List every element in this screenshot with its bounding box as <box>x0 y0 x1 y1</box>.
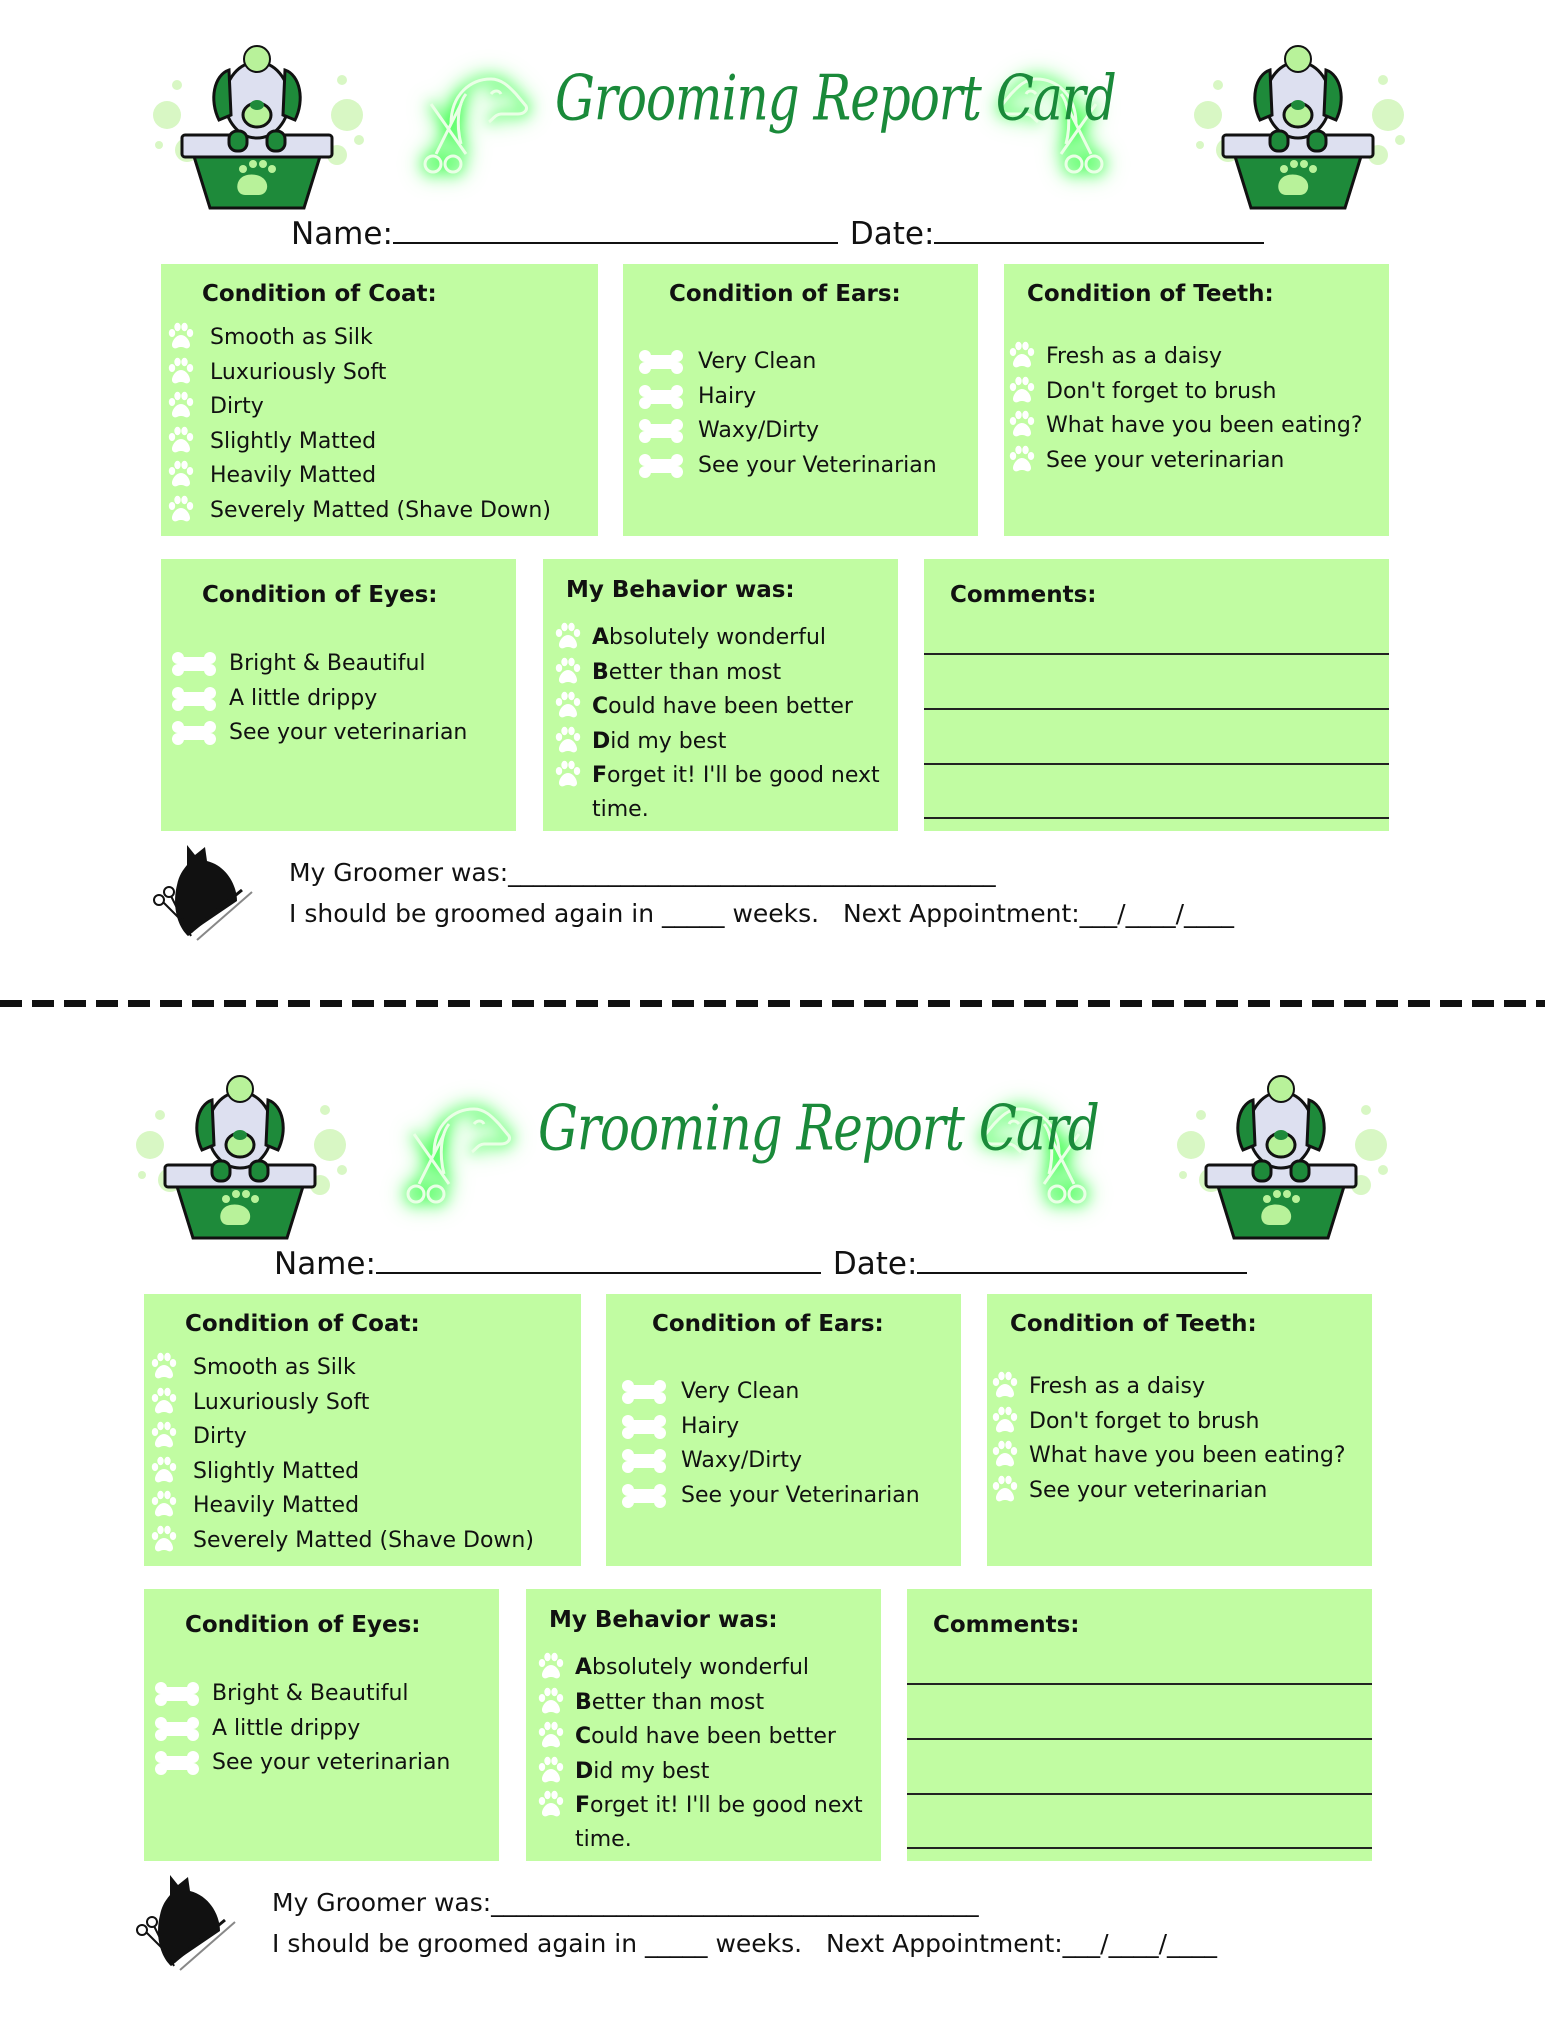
option-label: A little drippy <box>212 1715 361 1741</box>
date-label: Date: <box>849 216 935 252</box>
option-label: Luxuriously Soft <box>193 1389 370 1415</box>
ears-heading: Condition of Ears: <box>652 1311 884 1337</box>
option-initial: D <box>592 728 611 754</box>
option-label: Slightly Matted <box>193 1458 360 1484</box>
comment-line-field[interactable] <box>924 708 1389 710</box>
teeth-section <box>987 1294 1372 1566</box>
comments-section <box>907 1589 1372 1861</box>
option-initial: A <box>592 625 610 650</box>
paw-icon[interactable] <box>990 1370 1020 1408</box>
paw-icon[interactable] <box>166 425 196 463</box>
comments-section <box>924 559 1389 831</box>
bone-icon[interactable] <box>621 1378 667 1414</box>
paw-icon[interactable] <box>536 1789 566 1827</box>
option-label: Bright & Beautiful <box>229 651 426 676</box>
dog-tub-logo-icon <box>1188 45 1411 215</box>
teeth-heading: Condition of Teeth: <box>1010 1311 1257 1337</box>
paw-icon[interactable] <box>990 1439 1020 1477</box>
paw-icon[interactable] <box>149 1386 179 1424</box>
option-label: Severely Matted (Shave Down) <box>193 1527 534 1553</box>
option-label: See your Veterinarian <box>698 452 937 478</box>
card-title: Grooming Report Card <box>538 1092 1099 1165</box>
option-label: Hairy <box>698 383 757 409</box>
option-label: What have you been eating? <box>1046 413 1363 438</box>
option-label <box>575 1689 764 1717</box>
option-label: A little drippy <box>229 685 378 711</box>
report-card <box>0 0 1545 1000</box>
ears-section <box>606 1294 961 1566</box>
option-initial: F <box>592 763 608 788</box>
behavior-heading: My Behavior was: <box>549 1607 778 1633</box>
option-label <box>592 624 826 652</box>
paw-icon[interactable] <box>166 356 196 394</box>
option-label: Dirty <box>193 1424 247 1449</box>
paw-icon[interactable] <box>536 1720 566 1758</box>
paw-icon[interactable] <box>553 656 583 694</box>
neon-dog-scissors-icon <box>421 64 531 183</box>
bone-icon[interactable] <box>154 1715 200 1751</box>
paw-icon[interactable] <box>553 759 583 797</box>
paw-icon[interactable] <box>166 390 196 428</box>
card-title: Grooming Report Card <box>555 62 1116 135</box>
option-label: Waxy/Dirty <box>681 1448 803 1473</box>
comment-line-field[interactable] <box>924 817 1389 819</box>
dog-groomer-silhouette-icon <box>147 840 268 949</box>
paw-icon[interactable] <box>1007 409 1037 447</box>
coat-section <box>144 1294 581 1566</box>
bone-icon[interactable] <box>171 719 217 755</box>
option-label <box>592 659 781 687</box>
option-rest: bsolutely wonderful <box>609 625 827 650</box>
paw-icon[interactable] <box>990 1405 1020 1443</box>
name-label: Name: <box>274 1246 376 1282</box>
option-label: Luxuriously Soft <box>210 359 387 385</box>
option-label <box>592 759 892 827</box>
option-label <box>575 1789 875 1857</box>
teeth-section <box>1004 264 1389 536</box>
behavior-heading: My Behavior was: <box>566 577 795 603</box>
option-rest: bsolutely wonderful <box>592 1655 810 1680</box>
bone-icon[interactable] <box>621 1413 667 1449</box>
paw-icon[interactable] <box>149 1351 179 1389</box>
option-label: Don't forget to brush <box>1046 378 1277 404</box>
bone-icon[interactable] <box>621 1482 667 1518</box>
paw-icon[interactable] <box>536 1686 566 1724</box>
dog-tub-logo-icon <box>130 1075 353 1245</box>
dog-tub-logo-icon <box>1171 1075 1394 1245</box>
paw-icon[interactable] <box>149 1420 179 1458</box>
option-label: Don't forget to brush <box>1029 1408 1260 1434</box>
paw-icon[interactable] <box>149 1455 179 1493</box>
option-initial: C <box>575 1724 592 1749</box>
option-label: Hairy <box>681 1413 740 1439</box>
option-label: Very Clean <box>698 349 817 374</box>
option-initial: A <box>575 1655 593 1680</box>
option-rest: orget it! I'll be good next time. <box>592 763 880 822</box>
name-label: Name: <box>291 216 393 252</box>
comment-line-field[interactable] <box>924 653 1389 655</box>
paw-icon[interactable] <box>149 1524 179 1562</box>
eyes-heading: Condition of Eyes: <box>202 582 438 608</box>
coat-section <box>161 264 598 536</box>
comments-heading: Comments: <box>933 1612 1080 1638</box>
option-label: Smooth as Silk <box>193 1355 356 1380</box>
name-date-row <box>274 1242 1247 1284</box>
option-label <box>592 693 853 721</box>
option-label: What have you been eating? <box>1029 1443 1346 1468</box>
option-rest: ould have been better <box>591 1724 836 1749</box>
option-label <box>575 1723 836 1751</box>
option-label: Fresh as a daisy <box>1029 1374 1205 1399</box>
paw-icon[interactable] <box>553 725 583 763</box>
option-label: See your Veterinarian <box>681 1482 920 1508</box>
option-initial: D <box>575 1758 594 1784</box>
dog-tub-logo-icon <box>147 45 370 215</box>
option-label: Very Clean <box>681 1379 800 1404</box>
option-rest: etter than most <box>591 1689 765 1715</box>
option-initial: F <box>575 1793 591 1818</box>
bone-icon[interactable] <box>638 417 684 453</box>
bone-icon[interactable] <box>638 383 684 419</box>
bone-icon[interactable] <box>621 1447 667 1483</box>
ears-section <box>623 264 978 536</box>
ears-heading: Condition of Ears: <box>669 281 901 307</box>
option-label: Bright & Beautiful <box>212 1681 409 1706</box>
next-appointment-line[interactable]: I should be groomed again in _____ weeks. Next Appointment:___/____/____ <box>272 1929 1218 1958</box>
date-label: Date: <box>832 1246 918 1282</box>
option-label: See your veterinarian <box>1029 1477 1268 1503</box>
coat-heading: Condition of Coat: <box>185 1311 420 1337</box>
paw-icon[interactable] <box>166 459 196 497</box>
option-initial: B <box>575 1689 592 1715</box>
comment-line-field[interactable] <box>907 1683 1372 1685</box>
eyes-section <box>161 559 516 831</box>
option-initial: B <box>592 659 609 685</box>
bone-icon[interactable] <box>171 650 217 686</box>
option-label: See your veterinarian <box>229 720 468 745</box>
behavior-section <box>526 1589 881 1861</box>
option-rest: etter than most <box>608 659 782 685</box>
option-rest: id my best <box>610 728 727 754</box>
paw-icon[interactable] <box>553 690 583 728</box>
paw-icon[interactable] <box>166 321 196 359</box>
comment-line-field[interactable] <box>907 1738 1372 1740</box>
paw-icon[interactable] <box>166 494 196 532</box>
option-label: Slightly Matted <box>210 428 377 454</box>
paw-icon[interactable] <box>1007 340 1037 378</box>
option-label: Smooth as Silk <box>210 325 373 350</box>
option-initial: C <box>592 694 609 719</box>
option-label <box>575 1654 809 1682</box>
option-label: See your veterinarian <box>212 1750 451 1775</box>
option-label: Fresh as a daisy <box>1046 344 1222 369</box>
comment-line-field[interactable] <box>924 763 1389 765</box>
paw-icon[interactable] <box>1007 375 1037 413</box>
option-label: Severely Matted (Shave Down) <box>210 497 551 523</box>
paw-icon[interactable] <box>553 621 583 659</box>
bone-icon[interactable] <box>638 348 684 384</box>
coat-heading: Condition of Coat: <box>202 281 437 307</box>
bone-icon[interactable] <box>638 452 684 488</box>
eyes-section <box>144 1589 499 1861</box>
option-label <box>575 1758 709 1786</box>
cut-line-divider <box>0 1000 1545 1007</box>
paw-icon[interactable] <box>536 1651 566 1689</box>
bone-icon[interactable] <box>154 1680 200 1716</box>
paw-icon[interactable] <box>536 1755 566 1793</box>
behavior-section <box>543 559 898 831</box>
bone-icon[interactable] <box>171 685 217 721</box>
name-field[interactable] <box>376 1242 821 1274</box>
option-rest: id my best <box>593 1758 710 1784</box>
next-appointment-line[interactable]: I should be groomed again in _____ weeks. Next Appointment:___/____/____ <box>289 899 1235 928</box>
paw-icon[interactable] <box>149 1489 179 1527</box>
date-field[interactable] <box>917 1242 1247 1274</box>
groomer-name-line[interactable]: My Groomer was:_______________________________________ <box>272 1888 979 1917</box>
neon-dog-scissors-icon <box>404 1094 514 1213</box>
paw-icon[interactable] <box>990 1474 1020 1512</box>
option-label: Waxy/Dirty <box>698 418 820 443</box>
option-label: Heavily Matted <box>210 463 377 488</box>
comment-line-field[interactable] <box>907 1847 1372 1849</box>
eyes-heading: Condition of Eyes: <box>185 1612 421 1638</box>
comments-heading: Comments: <box>950 582 1097 608</box>
report-card <box>0 1030 1528 2030</box>
dog-groomer-silhouette-icon <box>130 1870 251 1979</box>
name-field[interactable] <box>393 212 838 244</box>
option-label: See your veterinarian <box>1046 447 1285 473</box>
option-label: Heavily Matted <box>193 1493 360 1518</box>
option-label: Dirty <box>210 394 264 419</box>
paw-icon[interactable] <box>1007 444 1037 482</box>
date-field[interactable] <box>934 212 1264 244</box>
comment-line-field[interactable] <box>907 1793 1372 1795</box>
teeth-heading: Condition of Teeth: <box>1027 281 1274 307</box>
name-date-row <box>291 212 1264 254</box>
groomer-name-line[interactable]: My Groomer was:_______________________________________ <box>289 858 996 887</box>
bone-icon[interactable] <box>154 1749 200 1785</box>
option-rest: ould have been better <box>608 694 853 719</box>
option-label <box>592 728 726 756</box>
option-rest: orget it! I'll be good next time. <box>575 1793 863 1852</box>
